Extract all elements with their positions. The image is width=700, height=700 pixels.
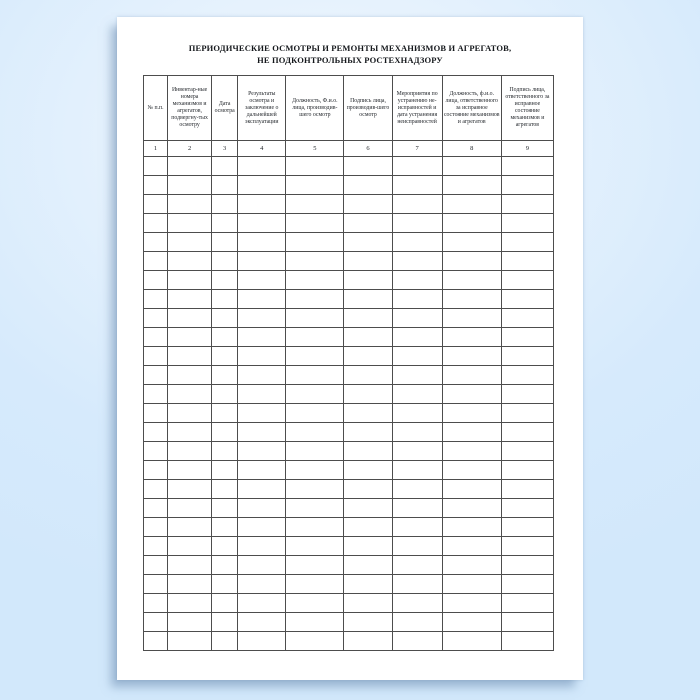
table-cell — [168, 518, 212, 537]
table-cell — [501, 499, 553, 518]
table-cell — [392, 518, 442, 537]
table-cell — [144, 404, 168, 423]
table-cell — [168, 613, 212, 632]
table-cell — [238, 366, 286, 385]
inspection-log-table — [143, 75, 554, 651]
table-cell — [392, 176, 442, 195]
table-row — [144, 309, 554, 328]
table-cell — [238, 556, 286, 575]
column-number-9: 9 — [501, 141, 553, 157]
table-cell — [442, 404, 501, 423]
table-cell — [212, 404, 238, 423]
table-cell — [344, 499, 392, 518]
table-cell — [286, 632, 344, 651]
column-number-5: 5 — [286, 141, 344, 157]
table-cell — [168, 347, 212, 366]
table-cell — [442, 214, 501, 233]
table-cell — [344, 176, 392, 195]
table-cell — [344, 385, 392, 404]
table-cell — [238, 290, 286, 309]
table-cell — [144, 366, 168, 385]
table-cell — [344, 328, 392, 347]
column-header-corrective-measures: Мероприятия по устранению не-исправностей и дата устранения неисправностей — [392, 76, 442, 141]
table-cell — [344, 214, 392, 233]
table-cell — [442, 423, 501, 442]
table-cell — [442, 556, 501, 575]
table-cell — [501, 385, 553, 404]
table-cell — [501, 347, 553, 366]
table-cell — [344, 537, 392, 556]
table-cell — [344, 480, 392, 499]
table-cell — [392, 613, 442, 632]
column-number-3: 3 — [212, 141, 238, 157]
table-cell — [344, 195, 392, 214]
table-cell — [212, 195, 238, 214]
table-row — [144, 537, 554, 556]
table-cell — [144, 309, 168, 328]
table-cell — [238, 480, 286, 499]
table-cell — [442, 537, 501, 556]
table-cell — [442, 499, 501, 518]
table-cell — [442, 252, 501, 271]
table-cell — [501, 271, 553, 290]
table-cell — [168, 214, 212, 233]
table-cell — [286, 518, 344, 537]
table-row — [144, 347, 554, 366]
table-cell — [392, 385, 442, 404]
table-cell — [442, 309, 501, 328]
column-header-inspector-position-name: Должность, Ф.и.о. лица, производив-шего осмотр — [286, 76, 344, 141]
table-cell — [344, 575, 392, 594]
table-cell — [442, 157, 501, 176]
table-cell — [238, 537, 286, 556]
table-cell — [442, 328, 501, 347]
table-cell — [442, 271, 501, 290]
table-cell — [168, 556, 212, 575]
document-title-line1: ПЕРИОДИЧЕСКИЕ ОСМОТРЫ И РЕМОНТЫ МЕХАНИЗМОВ И АГРЕГАТОВ, — [188, 43, 512, 53]
table-cell — [212, 309, 238, 328]
table-cell — [442, 290, 501, 309]
table-cell — [344, 271, 392, 290]
table-cell — [144, 499, 168, 518]
table-cell — [168, 632, 212, 651]
table-row — [144, 252, 554, 271]
table-cell — [501, 328, 553, 347]
table-cell — [344, 290, 392, 309]
table-cell — [501, 632, 553, 651]
table-cell — [168, 537, 212, 556]
table-cell — [392, 537, 442, 556]
table-cell — [392, 442, 442, 461]
table-cell — [501, 404, 553, 423]
table-cell — [392, 594, 442, 613]
table-row — [144, 366, 554, 385]
table-cell — [144, 271, 168, 290]
table-row — [144, 271, 554, 290]
table-cell — [344, 309, 392, 328]
table-cell — [168, 461, 212, 480]
table-row — [144, 613, 554, 632]
table-row — [144, 480, 554, 499]
column-number-6: 6 — [344, 141, 392, 157]
table-cell — [286, 575, 344, 594]
table-cell — [238, 271, 286, 290]
table-cell — [286, 499, 344, 518]
table-cell — [212, 518, 238, 537]
column-header-inspection-date: Дата осмотра — [212, 76, 238, 141]
table-cell — [238, 214, 286, 233]
table-cell — [442, 518, 501, 537]
table-cell — [392, 480, 442, 499]
table-cell — [286, 594, 344, 613]
table-cell — [212, 480, 238, 499]
table-cell — [286, 537, 344, 556]
table-cell — [344, 233, 392, 252]
table-cell — [501, 613, 553, 632]
table-cell — [168, 252, 212, 271]
table-cell — [344, 594, 392, 613]
column-number-7: 7 — [392, 141, 442, 157]
table-cell — [501, 480, 553, 499]
table-cell — [442, 632, 501, 651]
table-cell — [238, 613, 286, 632]
table-cell — [286, 442, 344, 461]
table-cell — [286, 290, 344, 309]
table-cell — [212, 632, 238, 651]
table-cell — [168, 157, 212, 176]
table-cell — [212, 157, 238, 176]
table-cell — [168, 499, 212, 518]
table-cell — [442, 366, 501, 385]
table-cell — [238, 499, 286, 518]
table-cell — [344, 518, 392, 537]
table-cell — [344, 157, 392, 176]
table-cell — [144, 594, 168, 613]
table-cell — [238, 195, 286, 214]
table-cell — [392, 347, 442, 366]
table-cell — [286, 233, 344, 252]
table-cell — [212, 461, 238, 480]
table-cell — [144, 575, 168, 594]
table-cell — [392, 290, 442, 309]
table-cell — [144, 157, 168, 176]
table-cell — [144, 176, 168, 195]
table-cell — [286, 385, 344, 404]
table-cell — [286, 556, 344, 575]
table-cell — [212, 290, 238, 309]
table-cell — [238, 518, 286, 537]
table-cell — [212, 214, 238, 233]
header-row — [144, 76, 554, 141]
column-header-responsible-position-name: Должность, ф.и.о. лица, ответственного за исправное состояние механизмов и агрегатов — [442, 76, 501, 141]
table-row — [144, 423, 554, 442]
table-cell — [144, 613, 168, 632]
table-cell — [238, 157, 286, 176]
table-cell — [212, 328, 238, 347]
table-cell — [168, 594, 212, 613]
table-cell — [442, 233, 501, 252]
column-number-row — [144, 141, 554, 157]
document-page — [117, 17, 583, 680]
table-cell — [286, 366, 344, 385]
table-cell — [168, 195, 212, 214]
table-cell — [286, 176, 344, 195]
table-cell — [168, 328, 212, 347]
table-cell — [501, 157, 553, 176]
table-cell — [212, 537, 238, 556]
table-cell — [212, 423, 238, 442]
table-row — [144, 385, 554, 404]
table-cell — [442, 461, 501, 480]
table-cell — [238, 404, 286, 423]
table-cell — [286, 423, 344, 442]
table-row — [144, 233, 554, 252]
table-cell — [168, 404, 212, 423]
document-title-line2: НЕ ПОДКОНТРОЛЬНЫХ РОСТЕХНАДЗОРУ — [257, 55, 443, 65]
table-cell — [442, 347, 501, 366]
table-cell — [286, 252, 344, 271]
table-cell — [392, 157, 442, 176]
table-cell — [144, 195, 168, 214]
table-cell — [286, 328, 344, 347]
table-row — [144, 632, 554, 651]
table-cell — [286, 195, 344, 214]
table-cell — [212, 233, 238, 252]
table-cell — [144, 461, 168, 480]
table-cell — [144, 632, 168, 651]
table-cell — [501, 594, 553, 613]
table-row — [144, 176, 554, 195]
table-cell — [286, 404, 344, 423]
table-cell — [168, 385, 212, 404]
table-cell — [392, 252, 442, 271]
column-header-row-number: № п.п. — [144, 76, 168, 141]
table-row — [144, 499, 554, 518]
table-row — [144, 556, 554, 575]
table-cell — [168, 290, 212, 309]
column-number-2: 2 — [168, 141, 212, 157]
table-cell — [212, 442, 238, 461]
table-cell — [144, 233, 168, 252]
table-cell — [501, 214, 553, 233]
table-cell — [392, 404, 442, 423]
table-cell — [168, 233, 212, 252]
table-cell — [501, 366, 553, 385]
table-cell — [442, 442, 501, 461]
table-cell — [212, 271, 238, 290]
table-cell — [442, 176, 501, 195]
table-cell — [286, 214, 344, 233]
table-cell — [238, 309, 286, 328]
table-cell — [144, 442, 168, 461]
table-cell — [212, 176, 238, 195]
table-cell — [344, 404, 392, 423]
table-cell — [344, 423, 392, 442]
table-cell — [286, 309, 344, 328]
table-row — [144, 157, 554, 176]
table-cell — [344, 252, 392, 271]
table-cell — [238, 328, 286, 347]
table-cell — [238, 632, 286, 651]
table-cell — [392, 461, 442, 480]
table-cell — [144, 328, 168, 347]
table-cell — [392, 632, 442, 651]
table-cell — [392, 556, 442, 575]
table-cell — [238, 594, 286, 613]
table-cell — [442, 195, 501, 214]
table-cell — [238, 176, 286, 195]
column-number-4: 4 — [238, 141, 286, 157]
table-cell — [212, 575, 238, 594]
table-cell — [144, 290, 168, 309]
table-cell — [344, 613, 392, 632]
table-cell — [392, 499, 442, 518]
table-cell — [392, 366, 442, 385]
table-cell — [212, 347, 238, 366]
column-header-inspector-signature: Подпись лица, производив-шего осмотр — [344, 76, 392, 141]
table-row — [144, 461, 554, 480]
table-cell — [144, 480, 168, 499]
table-cell — [501, 442, 553, 461]
column-number-1: 1 — [144, 141, 168, 157]
table-row — [144, 214, 554, 233]
table-cell — [344, 442, 392, 461]
table-cell — [501, 290, 553, 309]
table-body — [144, 157, 554, 651]
table-cell — [168, 423, 212, 442]
document-title — [117, 42, 583, 66]
table-cell — [286, 347, 344, 366]
table-cell — [212, 366, 238, 385]
table-cell — [238, 252, 286, 271]
table-row — [144, 195, 554, 214]
table-cell — [144, 385, 168, 404]
table-cell — [238, 442, 286, 461]
table-cell — [212, 556, 238, 575]
table-cell — [238, 385, 286, 404]
column-header-responsible-signature: Подпись лица, ответственного за исправное состояние механизмов и агрегатов — [501, 76, 553, 141]
table-cell — [392, 195, 442, 214]
table-row — [144, 328, 554, 347]
table-cell — [238, 461, 286, 480]
table-cell — [286, 157, 344, 176]
table-cell — [392, 328, 442, 347]
table-cell — [168, 271, 212, 290]
table-cell — [501, 309, 553, 328]
table-cell — [442, 575, 501, 594]
table-cell — [286, 271, 344, 290]
table-cell — [442, 594, 501, 613]
table-row — [144, 442, 554, 461]
table-cell — [392, 423, 442, 442]
table-cell — [501, 233, 553, 252]
table-cell — [212, 252, 238, 271]
table-cell — [286, 613, 344, 632]
table-cell — [168, 366, 212, 385]
table-cell — [392, 214, 442, 233]
table-cell — [238, 423, 286, 442]
table-cell — [286, 461, 344, 480]
table-cell — [442, 480, 501, 499]
table-row — [144, 404, 554, 423]
table-cell — [168, 176, 212, 195]
table-cell — [501, 575, 553, 594]
table-cell — [144, 347, 168, 366]
table-cell — [144, 537, 168, 556]
table-cell — [442, 613, 501, 632]
column-header-inspection-results: Результаты осмотра и заключение о дальнейшей эксплуатации — [238, 76, 286, 141]
table-cell — [501, 556, 553, 575]
table-cell — [501, 461, 553, 480]
table-cell — [501, 195, 553, 214]
table-cell — [238, 233, 286, 252]
table-cell — [168, 480, 212, 499]
table-row — [144, 290, 554, 309]
table-cell — [392, 233, 442, 252]
table-cell — [144, 252, 168, 271]
table-cell — [501, 518, 553, 537]
table-cell — [144, 214, 168, 233]
table-cell — [344, 461, 392, 480]
table-cell — [344, 366, 392, 385]
table-cell — [212, 499, 238, 518]
table-cell — [501, 252, 553, 271]
column-number-8: 8 — [442, 141, 501, 157]
table-cell — [344, 556, 392, 575]
table-cell — [344, 347, 392, 366]
table-cell — [286, 480, 344, 499]
table-cell — [168, 309, 212, 328]
table-row — [144, 575, 554, 594]
table-cell — [144, 518, 168, 537]
table-cell — [212, 385, 238, 404]
table-row — [144, 518, 554, 537]
table-cell — [238, 347, 286, 366]
table-cell — [168, 442, 212, 461]
table-cell — [144, 423, 168, 442]
table-cell — [501, 423, 553, 442]
column-header-inventory-numbers: Инвентар-ные номера механизмов и агрегатов, подвергну-тых осмотру — [168, 76, 212, 141]
table-cell — [238, 575, 286, 594]
table-cell — [144, 556, 168, 575]
table-cell — [168, 575, 212, 594]
table-cell — [501, 537, 553, 556]
table-cell — [442, 385, 501, 404]
table-row — [144, 594, 554, 613]
table-cell — [501, 176, 553, 195]
table-cell — [392, 575, 442, 594]
table-cell — [344, 632, 392, 651]
table-cell — [212, 613, 238, 632]
table-cell — [392, 309, 442, 328]
table-cell — [212, 594, 238, 613]
table-cell — [392, 271, 442, 290]
